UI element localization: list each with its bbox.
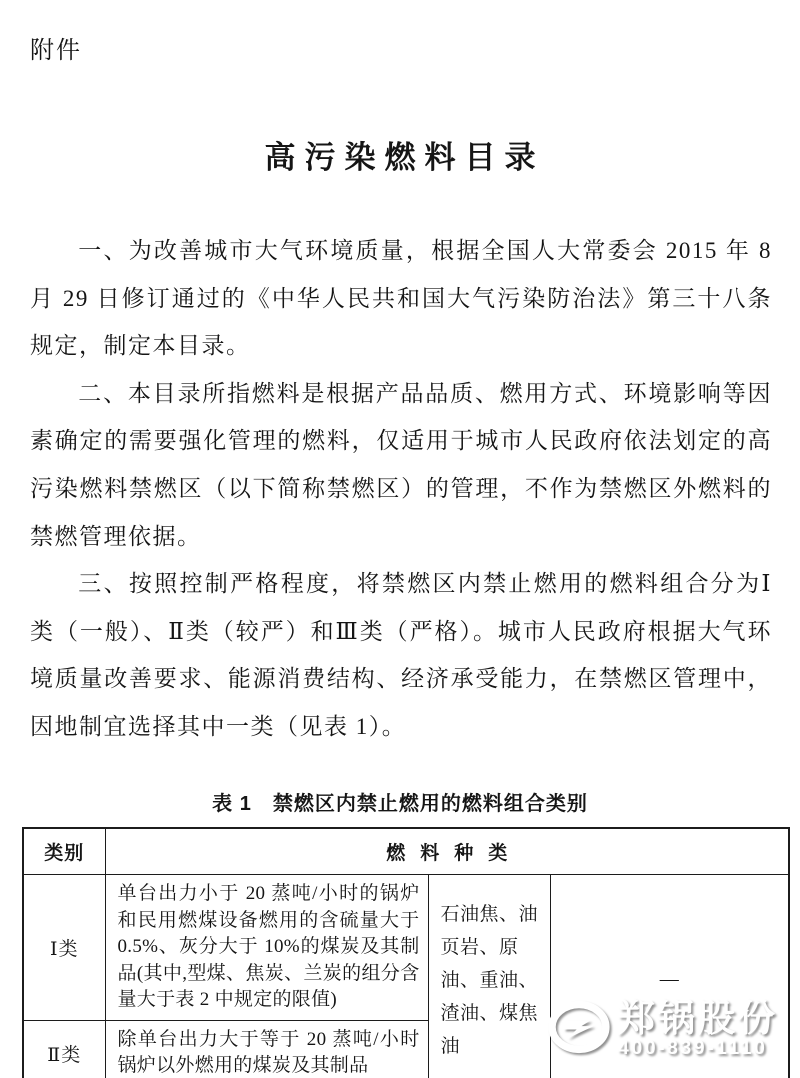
table-caption: 表 1 禁燃区内禁止燃用的燃料组合类别 — [212, 793, 588, 815]
table-header-row — [23, 828, 789, 875]
page-title: 高污染燃料目录 — [264, 140, 545, 175]
paragraph-3: 三、按照控制严格程度，将禁燃区内禁止燃用的燃料组合分为Ⅰ类（一般）、Ⅱ类（较严）和Ⅲ类（严格）。城市人民政府根据大气环境质量改善要求、能源消费结构、经济承受能力，在禁燃区管理中，因地制宜选择其中一类（见表 1）。 — [30, 571, 772, 739]
paragraph-2: 二、本目录所指燃料是根据产品品质、燃用方式、环境影响等因素确定的需要强化管理的燃料，仅适用于城市人民政府依法划定的高污染燃料禁燃区（以下简称禁燃区）的管理，不作为禁燃区外燃料的禁燃管理依据。 — [30, 380, 772, 549]
row1-category: Ⅰ类 — [23, 875, 105, 1021]
row2-coal-description: 除单台出力大于等于 20 蒸吨/小时锅炉以外燃用的煤炭及其制品 — [105, 1020, 428, 1078]
table-row-class1 — [23, 875, 789, 1021]
row1-coal-description: 单台出力小于 20 蒸吨/小时的锅炉和民用燃煤设备燃用的含硫量大于 0.5%、灰分大于 10%的煤炭及其制品(其中,型煤、焦炭、兰炭的组分含量大于表 2 中规定的限值) — [105, 875, 428, 1021]
attachment-label: 附件 — [30, 37, 82, 64]
row2-category: Ⅱ类 — [23, 1020, 105, 1078]
watermark-company-name: 郑锅股份 — [618, 998, 778, 1040]
row1-other-fuels: — — [550, 875, 789, 1078]
watermark-phone-number: 400-839-1110 — [618, 1037, 768, 1060]
header-fuel-types: 燃料种类 — [105, 828, 789, 875]
fuel-category-table — [22, 827, 790, 1078]
paragraph-1: 一、为改善城市大气环境质量，根据全国人大常委会 2015 年 8 月 29 日修订通过的《中华人民共和国大气污染防治法》第三十八条规定，制定本目录。 — [30, 238, 772, 359]
row1-oil-fuels: 石油焦、油页岩、原油、重油、渣油、煤焦油 — [428, 875, 550, 1078]
header-category: 类别 — [23, 828, 105, 875]
body-text — [30, 227, 772, 751]
